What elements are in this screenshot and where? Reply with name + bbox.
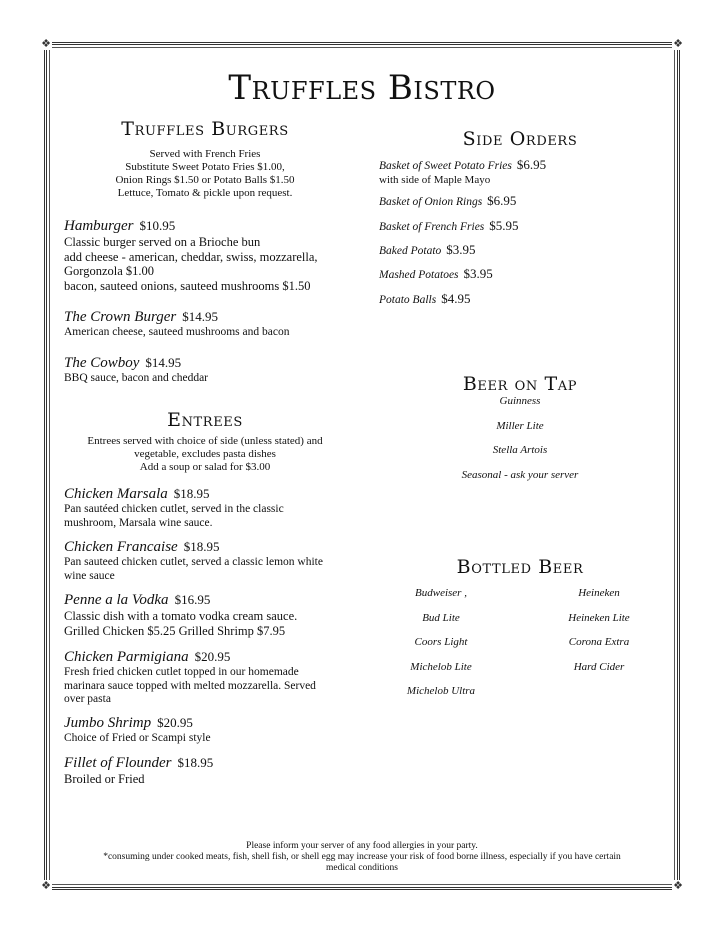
side-item [379,265,493,283]
bottled-beer-item: Michelob Lite [410,661,472,673]
menu-item-cowboy [64,354,208,386]
item-desc: Grilled Chicken $5.25 Grilled Shrimp $7.95 [64,623,286,638]
bottled-beer-item: Coors Light [414,636,468,648]
tap-beer-item: Guinness [499,395,541,407]
item-price: $20.95 [157,715,193,730]
item-price: $5.95 [489,218,519,233]
item-desc: mushroom, Marsala wine sauce. [64,516,213,529]
note-line: Add a soup or salad for $3.00 [139,461,271,473]
item-name: Hamburger [64,218,134,234]
menu-item-penne-vodka [64,591,297,638]
note-line: Served with French Fries [149,148,261,160]
side-item [379,217,519,235]
item-price: $18.95 [173,486,210,501]
footer-line: medical conditions [325,863,399,873]
item-desc: bacon, sauteed onions, sauteed mushrooms $1.50 [64,278,311,293]
burgers-notes [64,148,346,200]
bottled-beer-item: Heineken Lite [568,612,630,624]
item-price: $4.95 [441,291,471,306]
side-item [379,290,470,308]
item-desc: Choice of Fried or Scampi style [64,732,211,744]
side-item [379,192,516,210]
beer-on-tap-heading: Beer on Tap [462,373,578,395]
item-desc: marinara sauce topped with melted mozzarella. Served [64,679,316,692]
restaurant-title: Truffles Bistro [228,68,496,108]
item-name: Jumbo Shrimp [64,715,152,731]
item-price: $10.95 [139,218,176,233]
item-name: Chicken Francaise [64,539,178,555]
item-desc: Classic burger served on a Brioche bun [64,235,261,249]
side-item [379,156,546,186]
bottled-beer-item: Michelob Ultra [406,685,476,697]
item-name: Potato Balls [379,294,437,306]
menu-item-jumbo-shrimp [64,714,211,746]
note-line: Substitute Sweet Potato Fries $1.00, [125,161,285,173]
menu-item-hamburger [64,217,318,293]
bottled-beer-item: Budweiser , [415,587,467,599]
item-name: Basket of Onion Rings [379,196,483,208]
item-desc: with side of Maple Mayo [379,174,491,186]
bottled-beer-item: Heineken [578,587,620,599]
item-price: $6.95 [516,157,547,172]
item-desc: BBQ sauce, bacon and cheddar [64,372,209,384]
item-price: $16.95 [174,592,211,607]
tap-beer-item: Stella Artois [492,444,548,456]
item-name: Basket of French Fries [379,221,485,233]
corner-ornament-icon: ❖ [673,879,683,892]
burgers-heading: Truffles Burgers [121,118,289,140]
item-price: $14.95 [182,309,218,324]
menu-item-fillet-flounder [64,754,213,787]
item-price: $20.95 [194,649,231,664]
menu-item-chicken-marsala [64,485,284,530]
item-name: Basket of Sweet Potato Fries [379,160,512,172]
item-desc: Classic dish with a tomato vodka cream sauce. [64,609,298,623]
bottled-beer-item: Corona Extra [568,636,630,648]
item-price: $18.95 [183,539,220,554]
note-line: Onion Rings $1.50 or Potato Balls $1.50 [115,174,295,186]
bottled-beer-heading: Bottled Beer [456,556,584,578]
menu-item-chicken-francaise [64,538,323,583]
item-name: Mashed Potatoes [379,269,459,281]
sides-heading: Side Orders [462,128,578,150]
allergy-notice [60,841,664,874]
item-price: $3.95 [446,242,476,257]
item-desc: Pan sautéed chicken cutlet, served in the classic [64,503,284,515]
item-desc: add cheese - american, cheddar, swiss, mozzarella, [64,249,318,264]
item-price: $14.95 [145,355,182,370]
item-price: $3.95 [463,266,493,281]
item-price: $18.95 [177,755,214,770]
item-name: Penne a la Vodka [64,592,169,608]
note-line: vegetable, excludes pasta dishes [134,448,276,460]
item-desc: Fresh fried chicken cutlet topped in our homemade [64,666,299,678]
footer-line: Please inform your server of any food allergies in your party. [246,841,478,851]
corner-ornament-icon: ❖ [673,37,683,50]
footer-line: *consuming under cooked meats, fish, shell fish, or shell egg may increase your risk of food borne illness, especially if you have certain [103,852,621,862]
item-desc: wine sauce [64,569,115,582]
note-line: Entrees served with choice of side (unless stated) and [87,435,323,447]
item-desc: American cheese, sauteed mushrooms and bacon [64,326,290,338]
item-desc: Pan sauteed chicken cutlet, served a classic lemon white [64,556,323,568]
item-name: The Cowboy [64,355,140,371]
item-name: Chicken Parmigiana [64,649,189,665]
bottled-beer-item: Bud Lite [422,612,460,624]
tap-beer-item: Seasonal - ask your server [461,469,579,481]
item-price: $6.95 [487,193,517,208]
item-name: Chicken Marsala [64,486,168,502]
note-line: Lettuce, Tomato & pickle upon request. [117,187,293,199]
item-name: The Crown Burger [64,309,177,325]
side-item [379,241,476,259]
menu-item-crown-burger [64,308,289,340]
item-desc: Broiled or Fried [64,772,145,786]
menu-item-chicken-parmigiana [64,648,316,707]
item-name: Fillet of Flounder [64,755,172,771]
item-desc: Gorgonzola $1.00 [64,264,155,278]
entrees-heading: Entrees [167,409,243,431]
item-desc: over pasta [64,693,111,705]
bottled-beer-item: Hard Cider [573,661,625,673]
tap-beer-item: Miller Lite [496,420,544,432]
corner-ornament-icon: ❖ [41,37,51,50]
entrees-notes [64,435,346,474]
corner-ornament-icon: ❖ [41,879,51,892]
item-name: Baked Potato [379,245,442,257]
